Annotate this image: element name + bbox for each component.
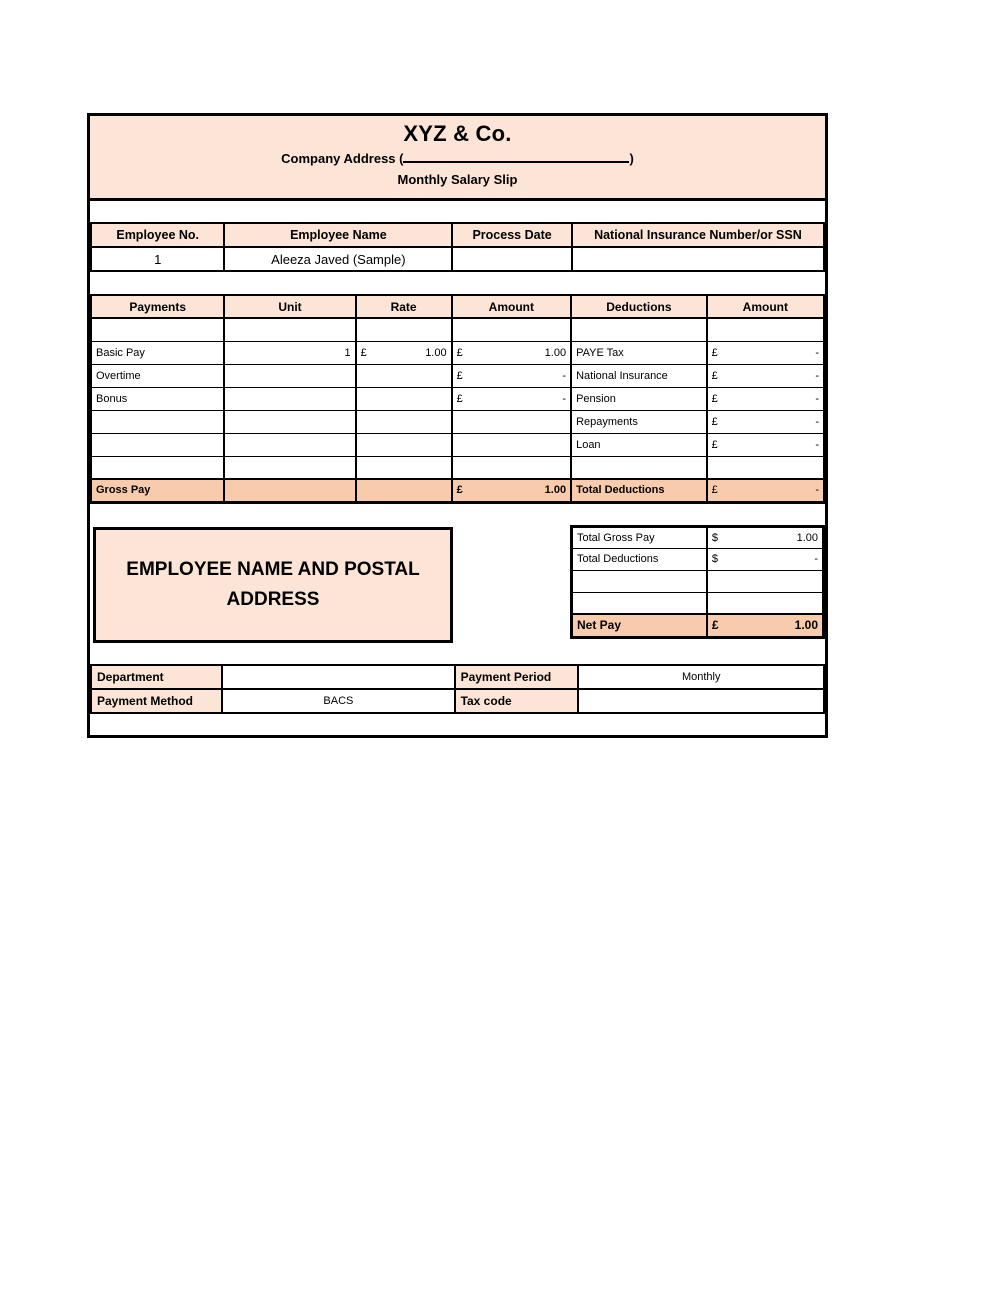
- total-deductions-amount: [707, 548, 824, 570]
- summary-table: [570, 525, 825, 639]
- header-block: [90, 116, 825, 201]
- employee-header-row: [91, 223, 824, 247]
- amount-value: 1.00: [544, 346, 567, 359]
- deduction-currency: £: [711, 369, 718, 382]
- net-pay-label: Net Pay: [572, 614, 707, 637]
- net-pay-row: [572, 614, 824, 637]
- deduction-label-cell: National Insurance: [571, 364, 707, 387]
- amount-cell: [452, 410, 571, 433]
- tax-code-value: [578, 689, 824, 713]
- deduction-label-cell: Loan: [571, 433, 707, 456]
- deduction-amount-cell: [707, 387, 824, 410]
- payment-label-cell: [91, 410, 224, 433]
- spacer: [90, 645, 825, 664]
- payment-method-label: Payment Method: [91, 689, 222, 713]
- deduction-amount-cell: [707, 318, 824, 341]
- gross-amount-cell: [452, 479, 571, 502]
- payment-period-label: Payment Period: [455, 665, 579, 689]
- employee-name-value: Aleeza Javed (Sample): [224, 247, 452, 271]
- unit-cell: [224, 410, 355, 433]
- total-gross-pay-label: Total Gross Pay: [572, 526, 707, 548]
- total-deductions-label: Total Deductions: [572, 548, 707, 570]
- amount-cell: [452, 318, 571, 341]
- company-address-label: Company Address (: [281, 151, 404, 166]
- address-underline: [403, 151, 629, 163]
- rate-cell: [356, 456, 452, 479]
- payments-header-row: [91, 295, 824, 318]
- department-value: [222, 665, 454, 689]
- payments-row: [91, 341, 824, 364]
- gross-pay-label: Gross Pay: [91, 479, 224, 502]
- amount-value: 1.00: [794, 618, 818, 633]
- payments-row: [91, 364, 824, 387]
- unit-cell: [224, 479, 355, 502]
- amount-currency: £: [456, 484, 463, 497]
- process-date-header: Process Date: [452, 223, 571, 247]
- middle-section: [90, 525, 825, 645]
- amount-currency: £: [456, 346, 463, 359]
- payments-table: [90, 294, 825, 504]
- unit-cell: [224, 433, 355, 456]
- company-address-line: [90, 151, 825, 166]
- rate-cell: [356, 433, 452, 456]
- summary-empty-amount: [707, 592, 824, 614]
- deduction-value: -: [815, 415, 819, 428]
- deductions-header: Deductions: [571, 295, 707, 318]
- spacer: [90, 201, 825, 222]
- department-label: Department: [91, 665, 222, 689]
- amount-value: 1.00: [796, 531, 818, 544]
- rate-cell: [356, 479, 452, 502]
- unit-cell: [224, 456, 355, 479]
- amount-cell: [452, 364, 571, 387]
- footer-row: [91, 665, 824, 689]
- unit-cell: [224, 387, 355, 410]
- deduction-value: -: [815, 392, 819, 405]
- salary-slip: [87, 113, 828, 738]
- amount-cell: [452, 456, 571, 479]
- deduction-currency: £: [711, 415, 718, 428]
- payments-row: [91, 433, 824, 456]
- amount-currency: £: [456, 392, 463, 405]
- amount-value: -: [562, 392, 567, 405]
- amount-value: 1.00: [544, 484, 567, 497]
- deductions-amount-header: Amount: [707, 295, 824, 318]
- deduction-value: -: [815, 438, 819, 451]
- summary-row: [572, 548, 824, 570]
- amount-value: -: [562, 369, 567, 382]
- payment-label-cell: Basic Pay: [91, 341, 224, 364]
- rate-currency: £: [360, 346, 367, 359]
- summary-empty-label: [572, 570, 707, 592]
- footer-row: [91, 689, 824, 713]
- deduction-amount-cell: [707, 341, 824, 364]
- amount-currency: £: [456, 369, 463, 382]
- deduction-value: -: [815, 346, 819, 359]
- deduction-value: -: [815, 369, 819, 382]
- rate-cell: [356, 318, 452, 341]
- deduction-label-cell: [571, 318, 707, 341]
- document-title: Monthly Salary Slip: [397, 172, 518, 187]
- payment-label-cell: [91, 456, 224, 479]
- gross-pay-row: [91, 479, 824, 502]
- payment-label-cell: [91, 433, 224, 456]
- rate-cell: [356, 364, 452, 387]
- deduction-amount-cell: [707, 410, 824, 433]
- amount-value: -: [814, 553, 818, 565]
- deduction-currency: £: [711, 484, 718, 497]
- unit-cell: [224, 364, 355, 387]
- ni-number-value: [572, 247, 824, 271]
- ni-number-header: National Insurance Number/or SSN: [572, 223, 824, 247]
- deduction-amount-cell: [707, 364, 824, 387]
- deduction-amount-cell: [707, 456, 824, 479]
- employee-no-header: Employee No.: [91, 223, 224, 247]
- employee-table: [90, 222, 825, 272]
- summary-row: [572, 592, 824, 614]
- spacer: [90, 272, 825, 294]
- amount-cell: [452, 341, 571, 364]
- deduction-label-cell: Pension: [571, 387, 707, 410]
- payment-label-cell: Overtime: [91, 364, 224, 387]
- deduction-label-cell: [571, 456, 707, 479]
- spacer: [90, 504, 825, 525]
- deduction-label-cell: PAYE Tax: [571, 341, 707, 364]
- deduction-amount-cell: [707, 433, 824, 456]
- employee-value-row: [91, 247, 824, 271]
- amount-cell: [452, 387, 571, 410]
- payments-row: [91, 387, 824, 410]
- payments-header: Payments: [91, 295, 224, 318]
- payments-row: [91, 318, 824, 341]
- deduction-currency: £: [711, 346, 718, 359]
- unit-cell: [224, 318, 355, 341]
- payment-label-cell: Bonus: [91, 387, 224, 410]
- rate-cell: [356, 410, 452, 433]
- summary-row: [572, 526, 824, 548]
- summary-row: [572, 570, 824, 592]
- deduction-currency: £: [711, 438, 718, 451]
- address-box-line2: ADDRESS: [226, 588, 320, 610]
- currency-symbol: £: [711, 618, 719, 633]
- summary-empty-label: [572, 592, 707, 614]
- address-box-line1: EMPLOYEE NAME AND POSTAL: [126, 558, 420, 580]
- currency-symbol: $: [711, 531, 718, 544]
- company-name: XYZ & Co.: [403, 121, 512, 146]
- deduction-value: -: [815, 484, 819, 497]
- amount-cell: [452, 433, 571, 456]
- payment-method-value: BACS: [222, 689, 454, 713]
- payment-period-value: Monthly: [578, 665, 824, 689]
- tax-code-label: Tax code: [455, 689, 579, 713]
- payments-row: [91, 456, 824, 479]
- payments-row: [91, 410, 824, 433]
- rate-cell: [356, 387, 452, 410]
- footer-table: [90, 664, 825, 714]
- total-deductions-amount-cell: [707, 479, 824, 502]
- process-date-value: [452, 247, 571, 271]
- unit-header: Unit: [224, 295, 355, 318]
- rate-cell: [356, 341, 452, 364]
- deduction-currency: £: [711, 392, 718, 405]
- currency-symbol: $: [711, 553, 718, 565]
- employee-name-header: Employee Name: [224, 223, 452, 247]
- total-deductions-label: Total Deductions: [571, 479, 707, 502]
- company-address-close: ): [629, 151, 634, 166]
- rate-header: Rate: [356, 295, 452, 318]
- employee-address-box: [93, 527, 453, 643]
- employee-no-value: 1: [91, 247, 224, 271]
- total-gross-pay-amount: [707, 526, 824, 548]
- rate-value: 1.00: [425, 346, 447, 359]
- unit-cell: 1: [224, 341, 355, 364]
- payment-label-cell: [91, 318, 224, 341]
- summary-empty-amount: [707, 570, 824, 592]
- net-pay-amount: [707, 614, 824, 637]
- deduction-label-cell: Repayments: [571, 410, 707, 433]
- summary-section: [570, 525, 825, 639]
- amount-header: Amount: [452, 295, 571, 318]
